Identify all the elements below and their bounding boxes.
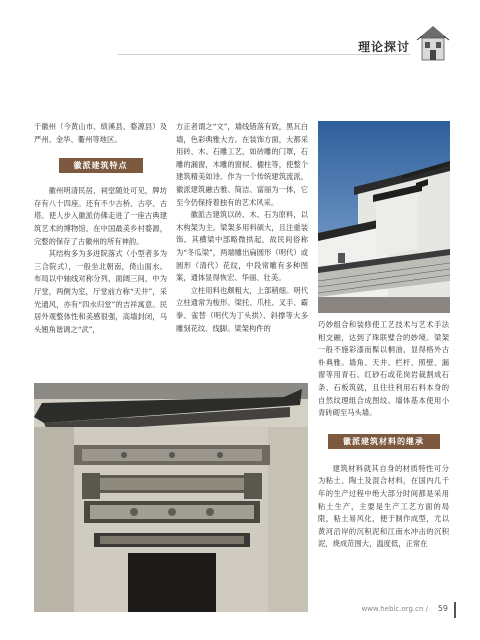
page-number: 59 xyxy=(437,604,448,613)
paragraph: 其结构多为多进院落式（小型者多为三合院式），一般坐北朝南，倚山面水。布局以中轴线对称分列，面阔三间，中为厅堂，两侧为室，厅堂前方称“天井”，采光通风，亦有“四水归堂”的吉祥寓意。民居外观整体性和美感很强，高墙封闭，马头翘角谐调之“武”， xyxy=(34,249,167,334)
column-3 xyxy=(318,319,449,551)
subheading-materials: 徽派建筑材料的继承 xyxy=(328,434,440,449)
column-1 xyxy=(34,121,167,336)
footer-url[interactable] xyxy=(361,605,428,613)
subheading-features: 徽派建筑特点 xyxy=(59,158,143,173)
building-emblem-icon xyxy=(416,22,450,64)
paragraph: 徽州明清民居、祠堂随处可见，牌坊存有八十四座。还有不少古桥、古亭、古塔。使人步入徽派仿佛走进了一座古典建筑艺术的博物馆。在中国最美乡村婺源，完整的保存了古徽州的所有神韵。 xyxy=(34,186,167,246)
paragraph: 建筑材料就其自身的材质特性可分为粘土、陶土及混合材料，在国内几千年的生产过程中绝大部分时间都是采用粘土生产，主要是生产工艺方面的局限，粘土易风化，便于制作成型，尤以黄河沿岸的沉积泥和江南水冲击的沉积泥，烧成范围大，温度低，正常在 xyxy=(318,463,449,549)
horse-head-wall-photo xyxy=(318,121,450,313)
paragraph: 方正者谓之“文”，墙线错落有致，黑瓦白墙，色彩典雅大方。在装饰方面，大都采用砖、木、石雕工艺，如砖雕的门罩，石雕的漏窗，木雕的窗棂、楹柱等，使整个建筑精美如诗。作为一个传统建筑流派，徽派建筑融古雅、简洁、富丽为一体，它至今仍保持着独有的艺术风采。 xyxy=(176,122,308,207)
column-2 xyxy=(176,121,308,335)
footer-slash: / xyxy=(425,605,428,613)
intro-paragraph: 于徽州（今黄山市、绩溪县、婺源县）及严州、金华、衢州等地区。 xyxy=(34,122,167,144)
section-title: 理论探讨 xyxy=(357,40,410,54)
footer-divider xyxy=(454,602,456,618)
header-divider xyxy=(118,54,410,55)
carved-gate-photo xyxy=(34,383,308,612)
footer-url-text[interactable]: www.hebic.org.cn xyxy=(361,605,424,613)
paragraph: 徽派古建筑以砖、木、石为原料，以木构架为主。梁架多用料硕大，且注重装饰。其横梁中部略微拱起，故民间俗称为“冬瓜梁”，两端雕出扁圆形（明代）或圆形（清代）花纹，中段常雕有多种图案，通体显得恢宏、华丽、壮美。 xyxy=(176,210,308,283)
paragraph: 巧妙组合和装修使工艺技术与艺术手法相交融，达到了珠联璧合的妙境。梁架一般不施彩漆而髹以桐油，显得格外古朴典雅。墙角、天井、栏杆、照壁、漏窗等用青石、红砂石或花岗岩裁割成石条、石板筑就，且往往利用石料本身的自然纹理组合成图纹。墙体基本使用小青砖砌至马头墙。 xyxy=(318,320,449,418)
paragraph: 立柱用料也颇粗大，上部稍细。明代立柱通常为梭形。梁托、爪柱、叉手、霸拳、雀替（明代为丁头拱）、斜撑等大多雕刻花纹、线脚。梁架构件的 xyxy=(176,285,308,333)
